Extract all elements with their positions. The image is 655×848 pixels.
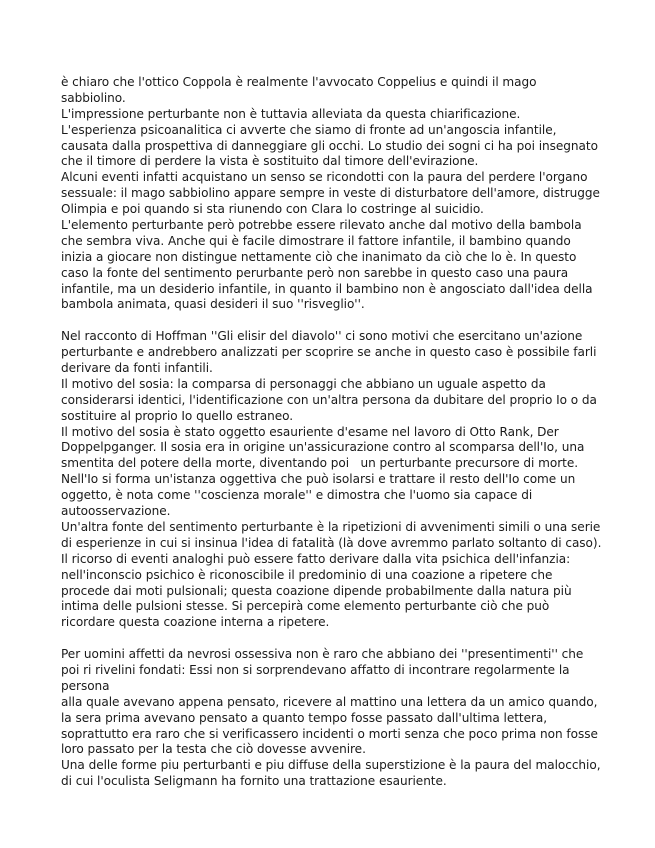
text-line: Il ricorso di eventi analoghi può essere fatto derivare dalla vita psichica dell'infanzia: xyxy=(61,551,571,566)
text-line: causata dalla prospettiva di danneggiare gli occhi. Lo studio dei sogni ci ha poi insegnato xyxy=(61,138,598,153)
text-line: alla quale avevano appena pensato, ricevere al mattino una lettera da un amico quando, xyxy=(61,694,598,709)
text-line: Olimpia e poi quando si sta riunendo con Clara lo costringe al suicidio. xyxy=(61,202,484,217)
text-line: che il timore di perdere la vista è sostituito dal timore dell'evirazione. xyxy=(61,154,479,169)
text-line: sabbiolino. xyxy=(61,90,126,105)
document-body xyxy=(61,75,621,790)
text-line: Nel racconto di Hoffman ''Gli elisir del diavolo'' ci sono motivi che esercitano un'azione xyxy=(61,329,583,344)
text-line: loro passato per la testa che ciò dovesse avvenire. xyxy=(61,742,366,757)
text-line: derivare da fonti infantili. xyxy=(61,361,213,376)
paragraph-block-1 xyxy=(61,75,621,313)
text-line: smentita del potere della morte, diventando poi un perturbante precursore di morte. xyxy=(61,456,579,471)
text-line: considerarsi identici, l'identificazione con un'altra persona da dubitare del proprio Io o da xyxy=(61,392,597,407)
text-line: che sembra viva. Anche qui è facile dimostrare il fattore infantile, il bambino quando xyxy=(61,233,571,248)
text-line: oggetto, è nota come ''coscienza morale'' e dimostra che l'uomo sia capace di xyxy=(61,488,533,503)
text-line: L'esperienza psicoanalitica ci avverte che siamo di fronte ad un'angoscia infantile, xyxy=(61,122,557,137)
text-line: infantile, ma un desiderio infantile, in quanto il bambino non è angosciato dall'idea della xyxy=(61,281,593,296)
text-line: caso la fonte del sentimento perurbante però non sarebbe in questo caso una paura xyxy=(61,265,569,280)
text-line: Un'altra fonte del sentimento perturbante è la ripetizioni di avvenimenti simili o una serie xyxy=(61,519,601,534)
text-line: persona xyxy=(61,678,110,693)
text-line: soprattutto era raro che si verificassero incidenti o morti senza che poco prima non fosse xyxy=(61,726,598,741)
text-line: L'elemento perturbante però potrebbe essere rilevato anche dal motivo della bambola xyxy=(61,218,582,233)
text-line: la sera prima avevano pensato a quanto tempo fosse passato dall'ultima lettera, xyxy=(61,710,548,725)
text-line: L'impressione perturbante non è tuttavia alleviata da questa chiarificazione. xyxy=(61,106,521,121)
paragraph-gap xyxy=(61,631,621,647)
text-line: inizia a giocare non distingue nettamente ciò che inanimato da ciò che lo è. In questo xyxy=(61,249,577,264)
paragraph-block-2 xyxy=(61,329,621,631)
text-line: Alcuni eventi infatti acquistano un senso se ricondotti con la paura del perdere l'organo xyxy=(61,170,588,185)
text-line: di esperienze in cui si insinua l'idea di fatalità (là dove avremmo parlato soltanto di caso). xyxy=(61,535,602,550)
text-line: ricordare questa coazione interna a ripetere. xyxy=(61,615,330,630)
text-line: di cui l'oculista Seligmann ha fornito una trattazione esauriente. xyxy=(61,774,447,789)
text-line: è chiaro che l'ottico Coppola è realmente l'avvocato Coppelius e quindi il mago xyxy=(61,75,537,89)
text-line: Il motivo del sosia: la comparsa di personaggi che abbiano un uguale aspetto da xyxy=(61,376,546,391)
text-line: Nell'Io si forma un'istanza oggettiva che può isolarsi e trattare il resto dell'Io come un xyxy=(61,472,576,487)
text-line: sessuale: il mago sabbiolino appare sempre in veste di disturbatore dell'amore, distrugge xyxy=(61,186,600,201)
text-line: intima delle pulsioni stesse. Si percepirà come elemento perturbante ciò che può xyxy=(61,599,550,614)
text-line: Il motivo del sosia è stato oggetto esauriente d'esame nel lavoro di Otto Rank, Der xyxy=(61,424,559,439)
text-line: perturbante e andrebbero analizzati per scoprire se anche in questo caso è possibile farli xyxy=(61,345,597,360)
text-line: nell'inconscio psichico è riconoscibile il predominio di una coazione a ripetere che xyxy=(61,567,553,582)
text-line: procede dai moti pulsionali; questa coazione dipende probabilmente dalla natura più xyxy=(61,583,572,598)
paragraph-gap xyxy=(61,313,621,329)
text-line: Per uomini affetti da nevrosi ossessiva non è raro che abbiano dei ''presentimenti'' che xyxy=(61,647,584,662)
text-line: sostituire al proprio Io quello estraneo. xyxy=(61,408,294,423)
text-line: Una delle forme piu perturbanti e piu diffuse della superstizione è la paura del malocchio, xyxy=(61,758,601,773)
text-line: bambola animata, quasi desideri il suo ''risveglio''. xyxy=(61,297,365,312)
text-line: autoosservazione. xyxy=(61,504,171,519)
text-line: poi ri rivelini fondati: Essi non si sorprendevano affatto di incontrare regolarmente la xyxy=(61,662,570,677)
text-line: Doppelpganger. Il sosia era in origine un'assicurazione contro al scomparsa dell'Io, una xyxy=(61,440,585,455)
paragraph-block-3 xyxy=(61,647,621,790)
